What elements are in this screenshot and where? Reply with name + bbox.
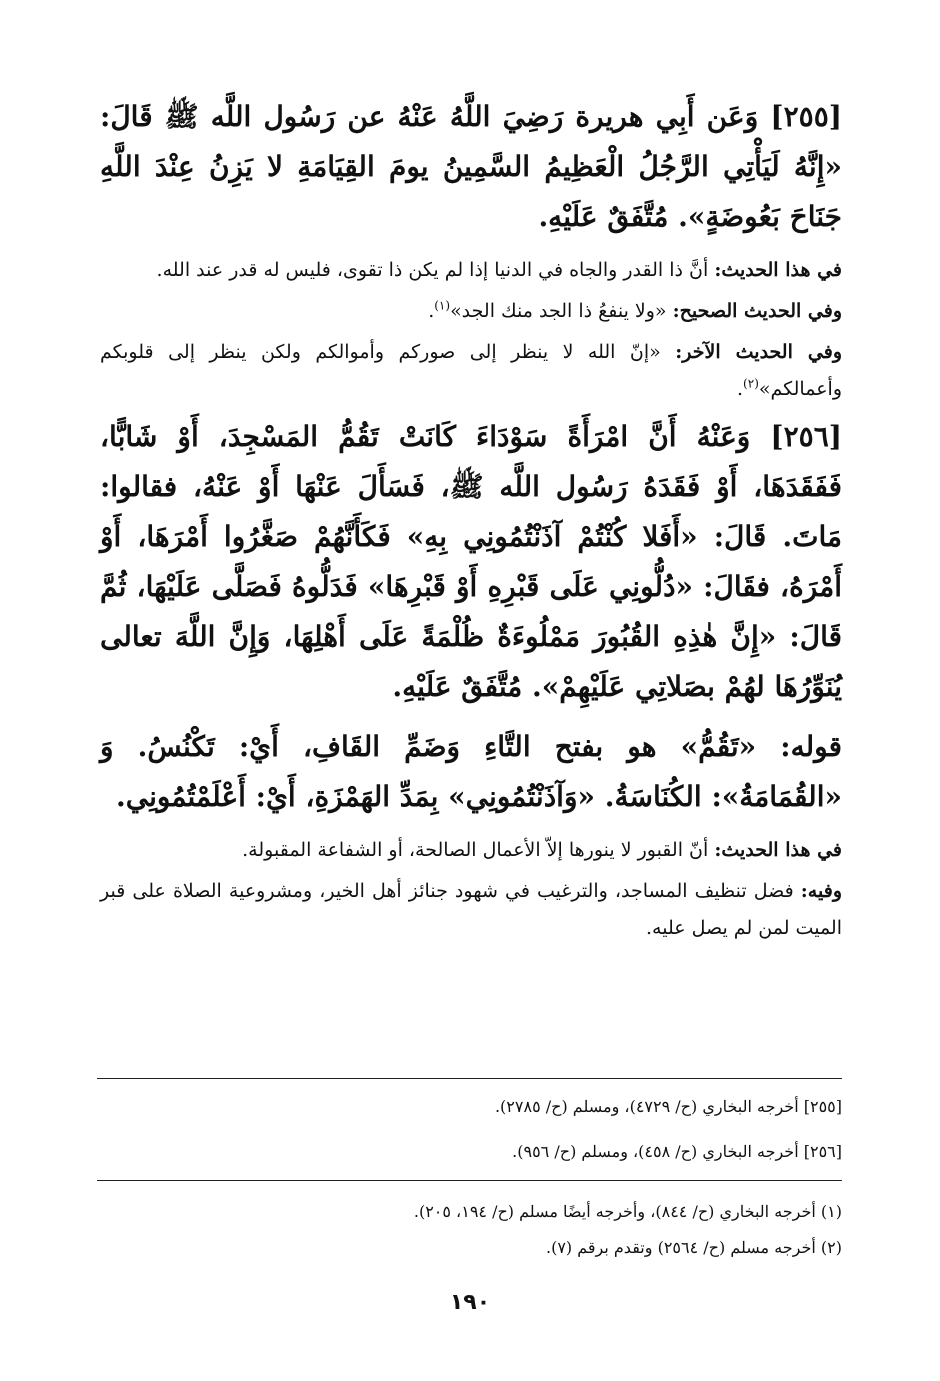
commentary-256-lesson bbox=[100, 832, 842, 869]
commentary-text: فضل تنظيف المساجد، والترغيب في شهود جنائز أهل الخير، ومشروعية الصلاة على قبر الميت لمن لم يصل عليه. bbox=[100, 880, 842, 939]
commentary-label: وفي الحديث الآخر: bbox=[675, 341, 842, 363]
full-stop: . bbox=[737, 378, 744, 400]
footnote-marker-2[interactable]: (٢) bbox=[743, 376, 759, 391]
commentary-text: «إنّ الله لا ينظر إلى صوركم وأموالكم ولكن ينظر إلى قلوبكم وأعمالكم» bbox=[100, 341, 842, 400]
hadith-references bbox=[97, 1084, 842, 1174]
hadith-255: [٢٥٥] وَعَن أَبِي هريرة رَضِيَ اللَّهُ عَنْهُ عن رَسُول اللَّه ﷺ قَالَ: «إِنَّهُ لَيَأْتِي الرَّجُلُ الْعَظِيمُ السَّمِينُ يومَ القِيَامَةِ لا يَزِنُ عِنْدَ اللَّهِ جَنَاحَ بَعُوضَةٍ». مُتَّفَقٌ عَلَيْهِ. bbox=[100, 100, 842, 233]
commentary-255-lesson bbox=[100, 252, 842, 289]
commentary-label: وفيه: bbox=[800, 880, 842, 902]
commentary-text: «ولا ينفعُ ذا الجد منك الجد» bbox=[450, 300, 673, 322]
commentary-255-sahih bbox=[100, 293, 842, 330]
hadith-256: [٢٥٦] وَعَنْهُ أَنَّ امْرَأَةً سَوْدَاءَ كَانَتْ تَقُمُّ المَسْجِدَ، أَوْ شَابًّا، فَفَقَدَهَا، أَوْ فَقَدَهُ رَسُول اللَّه ﷺ، فَسَأَلَ عَنْهَا أَوْ عَنْهُ، فقالوا: مَاتَ. قَالَ: «أَفَلا كُنْتُمْ آذَنْتُمُونِي بِهِ» فَكَأَنَّهُمْ صَغَّرُوا أَمْرَهَا، أَوْ أَمْرَهُ، فقَالَ: «دُلُّونِي عَلَى قَبْرِهِ أَوْ قَبْرِهَا» فَدَلُّوهُ فَصَلَّى عَلَيْهَا، ثُمَّ قَالَ: «إِنَّ هٰذِهِ القُبُورَ مَمْلُوءَةٌ ظُلْمَةً عَلَى أَهْلِهَا، وَإِنَّ اللَّهَ تعالى يُنَوِّرُهَا لهُمْ بصَلاتِي عَلَيْهِمْ». مُتَّفَقٌ عَلَيْهِ. bbox=[100, 420, 842, 703]
reference-255: [٢٥٥] أخرجه البخاري (ح/ ٤٧٢٩)، ومسلم (ح/ ٢٧٨٥). bbox=[494, 1097, 842, 1116]
commentary-text: أنَّ ذا القدر والجاه في الدنيا إذا لم يكن ذا تقوى، فليس له قدر عند الله. bbox=[156, 259, 715, 281]
footnote-2: (٢) أخرجه مسلم (ح/ ٢٥٦٤) وتقدم برقم (٧). bbox=[545, 1238, 842, 1257]
commentary-label: في هذا الحديث: bbox=[714, 839, 842, 861]
full-stop: . bbox=[428, 300, 435, 322]
commentary-label: في هذا الحديث: bbox=[714, 259, 842, 281]
footnotes-divider bbox=[97, 1180, 842, 1181]
commentary-label: وفي الحديث الصحيح: bbox=[672, 300, 842, 322]
commentary-256-benefits bbox=[100, 873, 842, 947]
footnote-marker-1[interactable]: (١) bbox=[434, 298, 451, 313]
commentary-255-other bbox=[100, 334, 842, 408]
footnotes bbox=[97, 1194, 842, 1266]
commentary-text: أنّ القبور لا ينورها إلاّ الأعمال الصالحة، أو الشفاعة المقبولة. bbox=[242, 839, 715, 861]
main-text bbox=[100, 92, 842, 951]
page-number: ١٩٠ bbox=[449, 1290, 491, 1315]
reference-256: [٢٥٦] أخرجه البخاري (ح/ ٤٥٨)، ومسلم (ح/ ٩٥٦). bbox=[512, 1142, 842, 1161]
references-divider bbox=[97, 1078, 842, 1079]
hadith-256-gloss: قوله: «تَقُمُّ» هو بفتح التَّاءِ وَضَمِّ القَافِ، أَيْ: تَكْنُسُ. وَ «القُمَامَةُ»: الكُنَاسَةُ. «وَآذَنْتُمُونِي» بِمَدِّ الهَمْزَةِ، أَيْ: أَعْلَمْتُمُونِي. bbox=[100, 730, 842, 813]
footnote-1: (١) أخرجه البخاري (ح/ ٨٤٤)، وأخرجه أيضًا مسلم (ح/ ١٩٤، ٢٠٥). bbox=[413, 1202, 842, 1221]
